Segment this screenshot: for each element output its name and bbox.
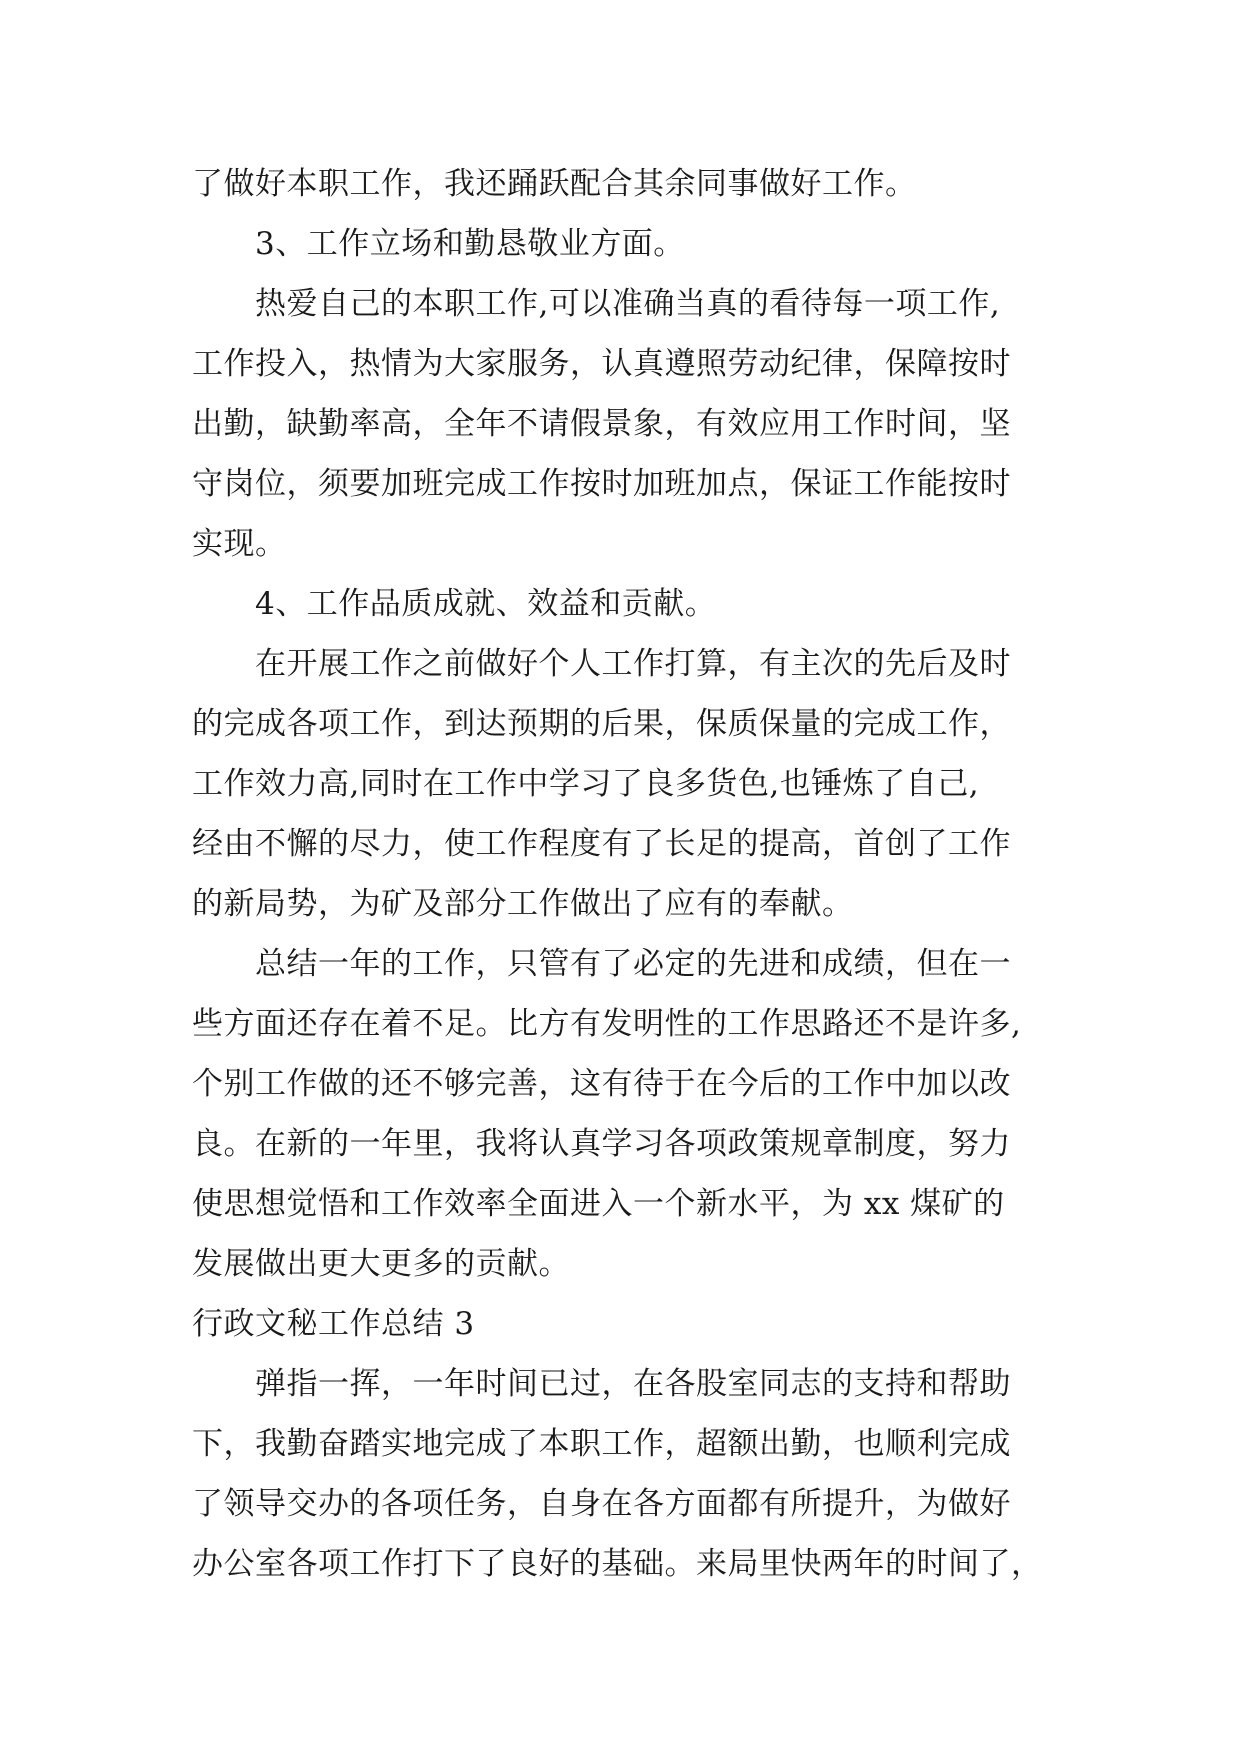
text-line: 工作效力高,同时在工作中学习了良多货色,也锤炼了自己, bbox=[192, 766, 980, 802]
text-line: 发展做出更大更多的贡献。 bbox=[192, 1246, 570, 1282]
text-line: 热爱自己的本职工作,可以准确当真的看待每一项工作, bbox=[255, 286, 1001, 322]
section-heading: 4、工作品质成就、效益和贡献。 bbox=[255, 586, 717, 622]
text-line: 使思想觉悟和工作效率全面进入一个新水平，为 xx 煤矿的 bbox=[192, 1186, 1005, 1222]
section-heading: 3、工作立场和勤恳敬业方面。 bbox=[255, 226, 685, 262]
text-line: 了做好本职工作，我还踊跃配合其余同事做好工作。 bbox=[192, 166, 917, 202]
text-line: 个别工作做的还不够完善，这有待于在今后的工作中加以改 bbox=[192, 1066, 1011, 1102]
text-line: 良。在新的一年里，我将认真学习各项政策规章制度，努力 bbox=[192, 1126, 1011, 1162]
text-line: 经由不懈的尽力，使工作程度有了长足的提高，首创了工作 bbox=[192, 826, 1011, 862]
text-line: 了领导交办的各项任务，自身在各方面都有所提升，为做好 bbox=[192, 1486, 1011, 1522]
document-title: 行政文秘工作总结 3 bbox=[192, 1306, 475, 1342]
text-line: 办公室各项工作打下了良好的基础。来局里快两年的时间了， bbox=[192, 1546, 1043, 1582]
text-line: 出勤，缺勤率高，全年不请假景象，有效应用工作时间，坚 bbox=[192, 406, 1011, 442]
text-line: 弹指一挥，一年时间已过，在各股室同志的支持和帮助 bbox=[255, 1366, 1011, 1402]
text-line: 些方面还存在着不足。比方有发明性的工作思路还不是许多, bbox=[192, 1006, 1022, 1042]
text-line: 工作投入，热情为大家服务，认真遵照劳动纪律，保障按时 bbox=[192, 346, 1011, 382]
text-line: 的新局势，为矿及部分工作做出了应有的奉献。 bbox=[192, 886, 854, 922]
text-line: 在开展工作之前做好个人工作打算，有主次的先后及时 bbox=[255, 646, 1011, 682]
text-line: 实现。 bbox=[192, 526, 287, 562]
text-line: 总结一年的工作，只管有了必定的先进和成绩，但在一 bbox=[255, 946, 1011, 982]
text-line: 的完成各项工作，到达预期的后果，保质保量的完成工作， bbox=[192, 706, 1011, 742]
text-line: 下，我勤奋踏实地完成了本职工作，超额出勤，也顺利完成 bbox=[192, 1426, 1011, 1462]
text-line: 守岗位，须要加班完成工作按时加班加点，保证工作能按时 bbox=[192, 466, 1011, 502]
